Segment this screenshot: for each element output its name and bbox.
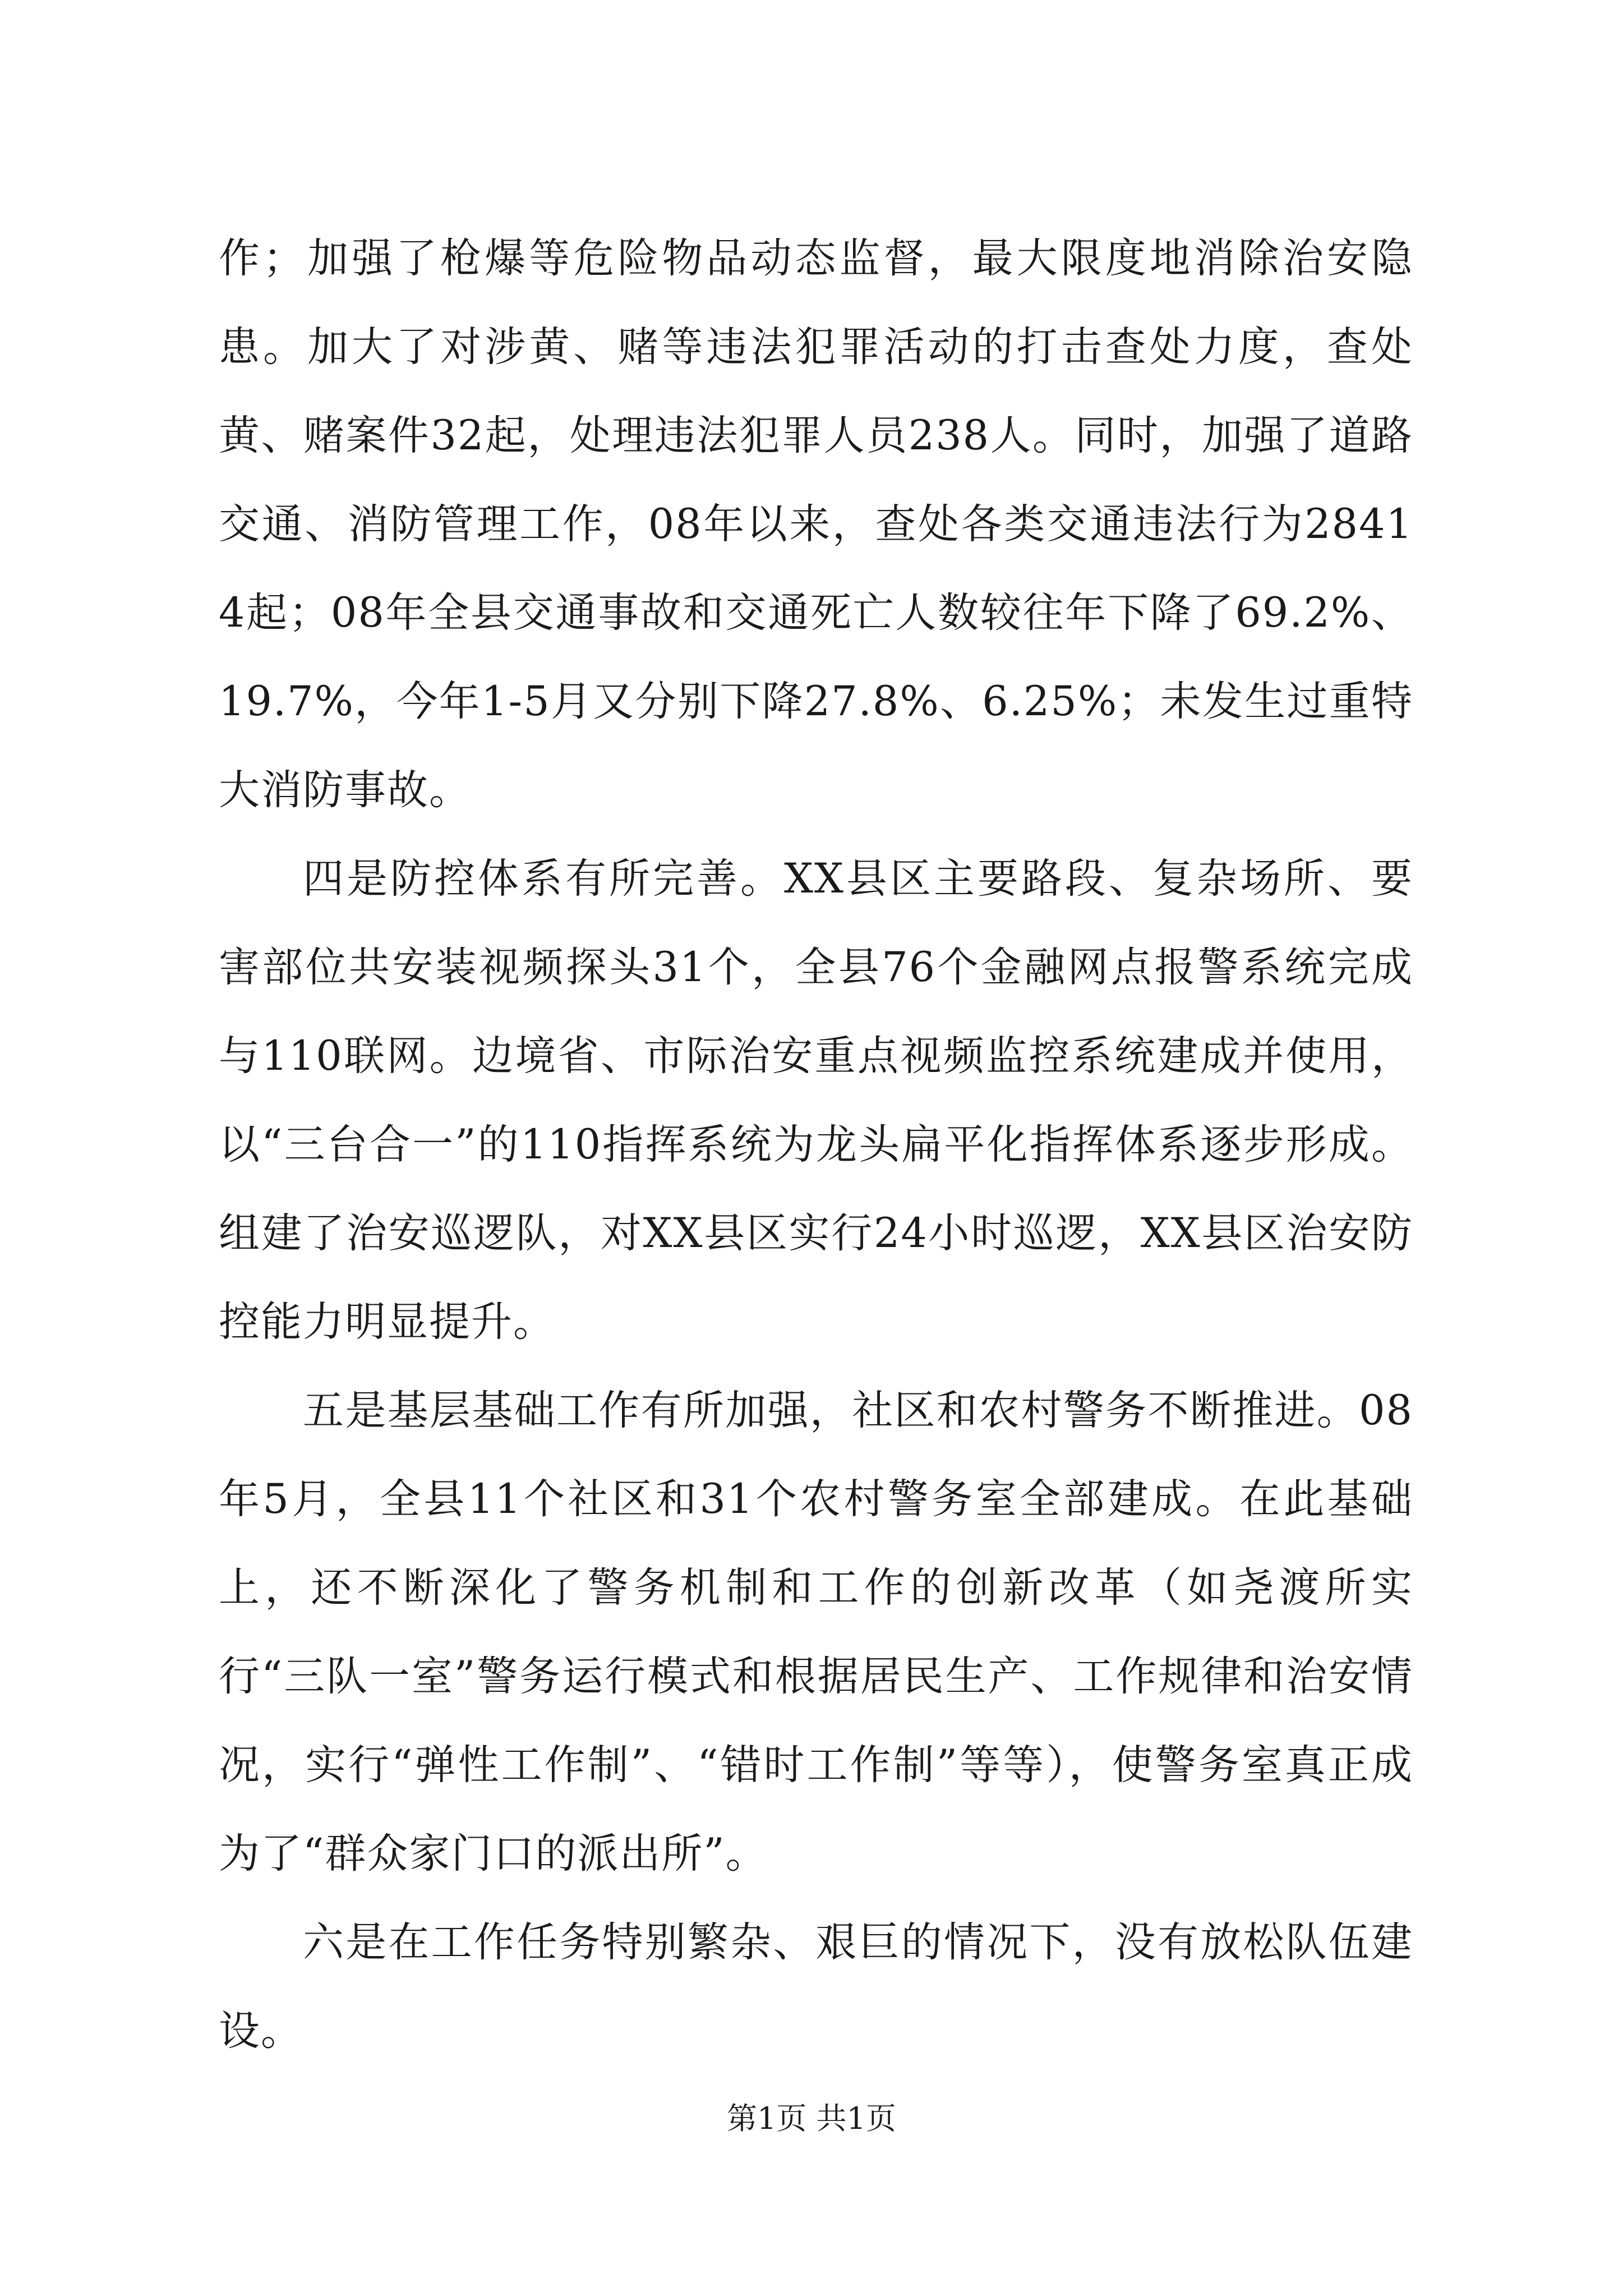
- paragraph-1: 作；加强了枪爆等危险物品动态监督，最大限度地消除治安隐患。加大了对涉黄、赌等违法犯罪活动的打击查处力度，查处黄、赌案件32起，处理违法犯罪人员238人。同时，加强了道路交通、消防管理工作，08年以来，查处各类交通违法行为28414起；08年全县交通事故和交通死亡人数较往年下降了69.2%、19.7%，今年1-5月又分别下降27.8%、6.25%；未发生过重特大消防事故。: [219, 234, 1413, 814]
- document-body: [219, 214, 1413, 2076]
- paragraph-2: 四是防控体系有所完善。XX县区主要路段、复杂场所、要害部位共安装视频探头31个，全县76个金融网点报警系统完成与110联网。边境省、市际治安重点视频监控系统建成并使用，以“三台合一”的110指挥系统为龙头扁平化指挥体系逐步形成。组建了治安巡逻队，对XX县区实行24小时巡逻，XX县区治安防控能力明显提升。: [219, 855, 1413, 1346]
- paragraph-4: 六是在工作任务特别繁杂、艰巨的情况下，没有放松队伍建设。: [219, 1918, 1413, 2055]
- page-footer: 第1页 共1页: [727, 2101, 896, 2136]
- paragraph-3: 五是基层基础工作有所加强，社区和农村警务不断推进。08年5月，全县11个社区和31个农村警务室全部建成。在此基础上，还不断深化了警务机制和工作的创新改革（如尧渡所实行“三队一室”警务运行模式和根据居民生产、工作规律和治安情况，实行“弹性工作制”、“错时工作制”等等），使警务室真正成为了“群众家门口的派出所”。: [219, 1387, 1413, 1878]
